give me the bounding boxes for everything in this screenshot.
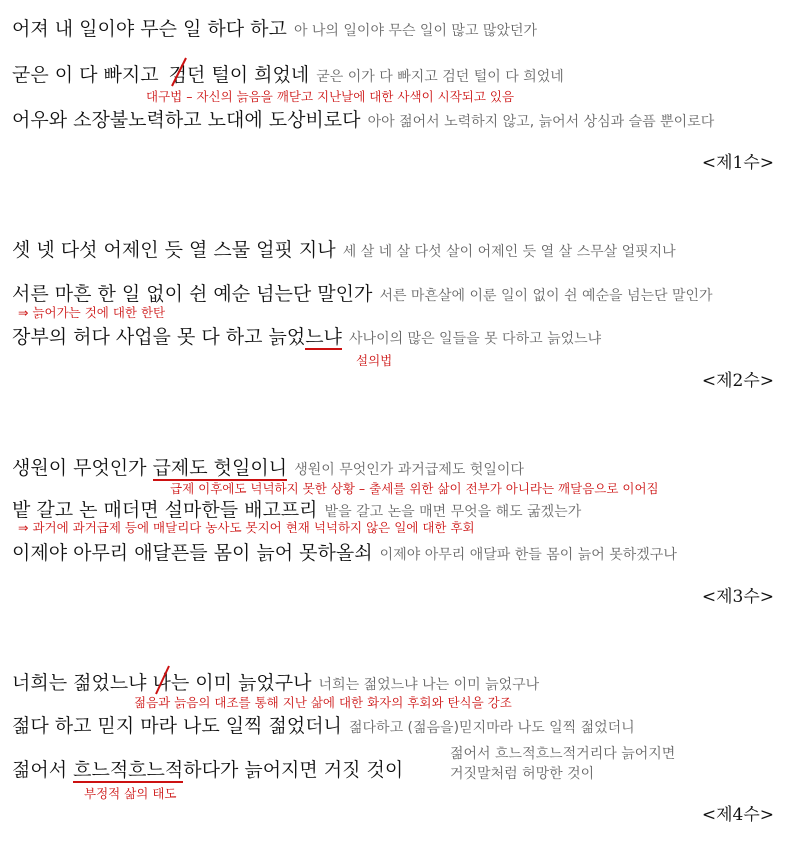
annotation-exam-meaning: 급제 이후에도 넉넉하지 못한 상황 – 출세를 위한 삶이 전부가 아니라는 깨달음으로 이어짐 bbox=[170, 481, 659, 496]
stanza4-line1 bbox=[12, 668, 539, 695]
original-text-pre: 굳은 이 다 빠지고 bbox=[12, 64, 159, 86]
translation-text: 아아 젊어서 노력하지 않고, 늙어서 상심과 슬픔 뿐이로다 bbox=[367, 114, 715, 130]
stanza2-line3 bbox=[12, 322, 601, 349]
translation-text: 아 나의 일이야 무슨 일이 많고 많았던가 bbox=[293, 23, 538, 39]
original-text: 밭 갈고 논 매더면 설마한들 배고프리 bbox=[12, 499, 318, 521]
annotation-rhetorical-question: 설의법 bbox=[356, 353, 393, 368]
underlined-text: 느냐 bbox=[305, 326, 342, 348]
annotation-contrast: 젊음과 늙음의 대조를 통해 지난 삶에 대한 화자의 후회와 탄식을 강조 bbox=[134, 695, 512, 710]
translation-text: 젊다하고 (젊음을)믿지마라 나도 일찍 젊었더니 bbox=[349, 720, 635, 736]
stanza3-line3 bbox=[12, 538, 677, 565]
stanza-label-3: <제3수> bbox=[701, 587, 774, 607]
original-text: 어져 내 일이야 무슨 일 하다 하고 bbox=[12, 18, 287, 40]
translation-text: 이제야 아무리 애달파 한들 몸이 늙어 못하겠구나 bbox=[379, 547, 677, 563]
original-text-pre: 젊어서 bbox=[12, 759, 74, 781]
original-text-post: 하다가 늙어지면 거짓 것이 bbox=[183, 759, 404, 781]
annotation-attitude: 부정적 삶의 태도 bbox=[84, 786, 177, 801]
original-text: 셋 넷 다섯 어제인 듯 열 스물 얼핏 지나 bbox=[12, 239, 336, 261]
stanza1-line2 bbox=[12, 60, 564, 87]
original-text-post: 검던 털이 희었네 bbox=[168, 64, 310, 86]
translation-text: 밭을 갈고 논을 매면 무엇을 해도 굶겠는가 bbox=[324, 504, 582, 520]
stanza3-line1 bbox=[12, 453, 524, 480]
translation-text: 굳은 이가 다 빠지고 검던 털이 다 희었네 bbox=[316, 69, 564, 85]
original-text: 이제야 아무리 애달픈들 몸이 늙어 못하올쇠 bbox=[12, 542, 373, 564]
stanza2-line2 bbox=[12, 279, 713, 306]
stanza1-line1 bbox=[12, 14, 537, 41]
stanza-label-4: <제4수> bbox=[701, 805, 774, 825]
stanza4-line2 bbox=[12, 711, 635, 738]
translation-text-2: 거짓말처럼 허망한 것이 bbox=[450, 766, 595, 782]
caesura-slash-mark bbox=[152, 664, 174, 696]
annotation-lament: ⇒ 늙어가는 것에 대한 한탄 bbox=[18, 305, 166, 320]
original-text-pre: 장부의 허다 사업을 못 다 하고 늙었 bbox=[12, 326, 306, 348]
annotation-regret: ⇒ 과거에 과거급제 등에 매달리다 농사도 못지어 현재 넉넉하지 않은 일에 대한 후회 bbox=[18, 520, 475, 535]
stanza-label-2: <제2수> bbox=[701, 371, 774, 391]
original-text-pre: 생원이 무엇인가 bbox=[12, 457, 153, 479]
original-text-post: 나는 이미 늙었구나 bbox=[152, 672, 312, 694]
translation-block bbox=[450, 744, 675, 784]
stanza2-line1 bbox=[12, 235, 676, 262]
original-text: 어우와 소장불노력하고 노대에 도상비로다 bbox=[12, 109, 361, 131]
annotation-parallelism: 대구법 – 자신의 늙음을 깨닫고 지난날에 대한 사색이 시작되고 있음 bbox=[146, 89, 515, 104]
translation-text: 서른 마흔살에 이룬 일이 없이 쉰 예순을 넘는단 말인가 bbox=[379, 288, 713, 304]
translation-text: 생원이 무엇인가 과거급제도 헛일이다 bbox=[294, 462, 524, 478]
stanza-label-1: <제1수> bbox=[701, 153, 774, 173]
original-text-pre: 너희는 젊었느냐 bbox=[12, 672, 147, 694]
stanza1-line3 bbox=[12, 105, 714, 132]
translation-text: 세 살 네 살 다섯 살이 어제인 듯 열 살 스무살 얼핏지나 bbox=[342, 244, 676, 260]
underlined-text: 급제도 헛일이니 bbox=[152, 457, 288, 479]
translation-text: 사나이의 많은 일들을 못 다하고 늙었느냐 bbox=[349, 331, 602, 347]
stanza4-line3 bbox=[12, 755, 403, 782]
original-text: 젊다 하고 믿지 마라 나도 일찍 젊었더니 bbox=[12, 715, 342, 737]
underlined-text: 흐느적흐느적 bbox=[73, 759, 184, 781]
caesura-slash-mark bbox=[168, 56, 190, 88]
translation-text: 너희는 젊었느냐 나는 이미 늙었구나 bbox=[318, 677, 540, 693]
original-text: 서른 마흔 한 일 없이 쉰 예순 넘는단 말인가 bbox=[12, 283, 373, 305]
translation-text-1: 젊어서 흐느적흐느적거리다 늙어지면 bbox=[450, 746, 676, 762]
